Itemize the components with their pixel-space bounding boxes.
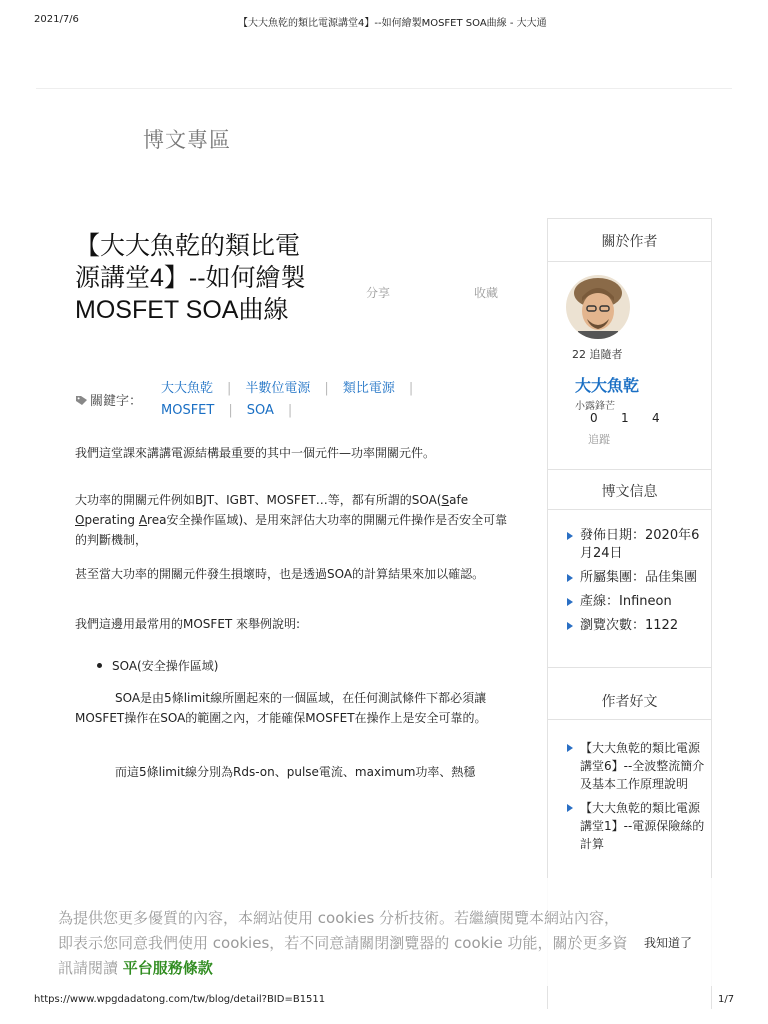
underlined-letter: S xyxy=(441,493,450,507)
author-stats xyxy=(590,411,683,425)
post-link[interactable]: 【大大魚乾的類比電源講堂6】--全波整流簡介及基本工作原理說明 xyxy=(566,739,706,793)
info-item-views: 瀏覽次數：1122 xyxy=(566,617,706,635)
print-url: https://www.wpgdadatong.com/tw/blog/detail?BID=B1511 xyxy=(34,994,326,1005)
keyword-separator: | xyxy=(227,381,232,396)
post-info-heading: 博文信息 xyxy=(601,484,658,500)
keyword-label-text: 關鍵字： xyxy=(90,394,143,409)
keyword-link[interactable]: 類比電源 xyxy=(342,381,395,396)
paragraph: SOA是由5條limit線所圍起來的一個區域，在任何測試條件下都必須讓MOSFET操作在SOA的範圍之內，才能確保MOSFET在操作上是安全可靠的。 xyxy=(75,691,487,725)
divider xyxy=(548,667,711,668)
cookie-banner xyxy=(0,878,768,986)
stat-value: 0 xyxy=(590,411,598,425)
keyword-link[interactable]: 半數位電源 xyxy=(245,381,311,396)
divider xyxy=(548,261,711,262)
top-divider xyxy=(36,88,732,89)
article-title: 【大大魚乾的類比電源講堂4】--如何繪製MOSFET SOA曲線 xyxy=(75,232,306,324)
post-info-list xyxy=(566,527,706,641)
stat-value: 1 xyxy=(621,411,629,425)
paragraph-text: afe xyxy=(449,493,469,507)
tag-icon xyxy=(76,395,87,405)
cookie-message xyxy=(58,906,628,981)
terms-link[interactable]: 平台服務條款 xyxy=(122,959,213,977)
paragraph: 我們這邊用最常用的MOSFET 來舉例說明: xyxy=(75,617,301,631)
keyword-separator: | xyxy=(324,381,329,396)
cookie-text: 為提供您更多優質的內容，本網站使用 cookies 分析技術。若繼續閱覽本網站內容，即表示您同意我們使用 cookies，若不同意請關閉瀏覽器的 cookie 功能，關於更多資訊請閱讀 xyxy=(58,909,628,977)
print-page-number: 1/7 xyxy=(718,994,735,1005)
print-date: 2021/7/6 xyxy=(34,14,79,25)
paragraph xyxy=(75,490,515,550)
follower-count: 22 追隨者 xyxy=(572,348,623,361)
author-name[interactable]: 大大魚乾 xyxy=(575,376,640,395)
author-posts-heading: 作者好文 xyxy=(601,694,658,710)
section-title: 博文專區 xyxy=(143,128,231,152)
keyword-separator: | xyxy=(408,381,414,396)
bullet-dot xyxy=(97,663,102,668)
paragraph: 而這5條limit線分別為Rds-on、pulse電流、maximum功率、熱穩 xyxy=(115,765,476,779)
keyword-link[interactable]: MOSFET xyxy=(161,403,215,418)
divider xyxy=(548,469,711,470)
avatar-image xyxy=(566,275,630,339)
avatar[interactable] xyxy=(566,275,630,339)
cookie-accept-button[interactable]: 我知道了 xyxy=(644,936,693,950)
divider xyxy=(548,509,711,510)
info-item-group: 所屬集團：品佳集團 xyxy=(566,569,706,587)
info-item-date: 發佈日期：2020年6月24日 xyxy=(566,527,706,563)
bullet-text: SOA(安全操作區域) xyxy=(112,659,219,673)
about-author-heading: 關於作者 xyxy=(601,234,658,250)
paragraph-text: 大功率的開關元件例如BJT、IGBT、MOSFET…等，都有所謂的SOA( xyxy=(75,493,442,507)
underlined-letter: O xyxy=(75,513,85,527)
follow-button[interactable]: 追蹤 xyxy=(588,433,610,446)
keyword-list xyxy=(161,378,461,422)
post-link[interactable]: 【大大魚乾的類比電源講堂1】--電源保險絲的計算 xyxy=(566,799,706,853)
divider xyxy=(548,719,711,720)
keyword-link[interactable]: SOA xyxy=(246,403,274,418)
keyword-separator: | xyxy=(287,403,293,418)
author-posts-list xyxy=(566,739,706,859)
keyword-link[interactable]: 大大魚乾 xyxy=(161,381,214,396)
author-level: 小露鋒芒 xyxy=(575,401,615,412)
favorite-button[interactable]: 收藏 xyxy=(474,286,499,300)
print-title: 【大大魚乾的類比電源講堂4】--如何繪製MOSFET SOA曲線 - 大大通 xyxy=(238,18,547,29)
bullet-item xyxy=(97,657,218,674)
share-button[interactable]: 分享 xyxy=(366,286,391,300)
keyword-separator: | xyxy=(228,403,233,418)
info-item-product-line: 產線：Infineon xyxy=(566,593,706,611)
underlined-letter: A xyxy=(138,513,148,527)
paragraph-text: rea安全操作區域)、是用來評估大功率的開關元件操作是否安全可靠的判斷機制， xyxy=(75,513,508,547)
paragraph: 甚至當大功率的開關元件發生損壞時，也是透過SOA的計算結果來加以確認。 xyxy=(75,567,485,581)
paragraph: 我們這堂課來講講電源結構最重要的其中一個元件—功率開關元件。 xyxy=(75,446,436,460)
paragraph-text: perating xyxy=(84,513,139,527)
stat-value: 4 xyxy=(652,411,660,425)
keyword-label xyxy=(76,390,142,409)
